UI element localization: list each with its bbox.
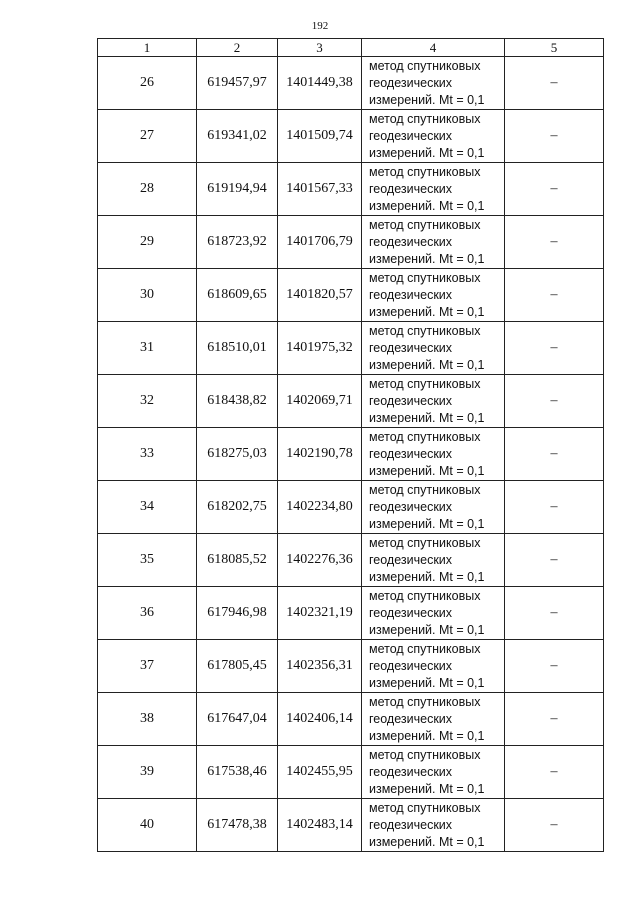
table-row	[98, 375, 604, 428]
table-row	[98, 110, 604, 163]
header-row	[98, 39, 604, 57]
method-line: метод спутниковых	[369, 694, 481, 709]
point-number-cell: 27	[98, 110, 197, 163]
note-cell: –	[505, 269, 604, 322]
point-number-cell: 31	[98, 322, 197, 375]
header-col-2: 2	[197, 39, 278, 57]
point-number-cell: 29	[98, 216, 197, 269]
point-number-cell: 40	[98, 799, 197, 852]
point-number-cell: 26	[98, 57, 197, 110]
method-line: геодезических	[369, 446, 453, 461]
table-row	[98, 269, 604, 322]
y-coordinate-cell: 1402190,78	[278, 428, 362, 481]
point-number-cell: 38	[98, 693, 197, 746]
method-line: измерений. Mt = 0,1	[369, 622, 485, 637]
method-cell	[362, 57, 505, 110]
x-coordinate-cell: 618723,92	[197, 216, 278, 269]
y-coordinate-cell: 1402455,95	[278, 746, 362, 799]
note-cell: –	[505, 799, 604, 852]
x-coordinate-cell: 619341,02	[197, 110, 278, 163]
y-coordinate-cell: 1402069,71	[278, 375, 362, 428]
table-row	[98, 481, 604, 534]
note-cell: –	[505, 481, 604, 534]
method-cell	[362, 110, 505, 163]
method-line: геодезических	[369, 75, 453, 90]
table-row	[98, 746, 604, 799]
note-cell: –	[505, 534, 604, 587]
method-line: измерений. Mt = 0,1	[369, 198, 485, 213]
point-number-cell: 30	[98, 269, 197, 322]
x-coordinate-cell: 618275,03	[197, 428, 278, 481]
point-number-cell: 37	[98, 640, 197, 693]
table-row	[98, 534, 604, 587]
x-coordinate-cell: 619194,94	[197, 163, 278, 216]
method-line: измерений. Mt = 0,1	[369, 357, 485, 372]
method-line: метод спутниковых	[369, 111, 481, 126]
method-line: геодезических	[369, 128, 453, 143]
method-line: геодезических	[369, 711, 453, 726]
method-line: измерений. Mt = 0,1	[369, 145, 485, 160]
method-line: измерений. Mt = 0,1	[369, 304, 485, 319]
note-cell: –	[505, 110, 604, 163]
method-line: геодезических	[369, 764, 453, 779]
method-line: геодезических	[369, 340, 453, 355]
note-cell: –	[505, 57, 604, 110]
x-coordinate-cell: 617478,38	[197, 799, 278, 852]
note-cell: –	[505, 587, 604, 640]
note-cell: –	[505, 375, 604, 428]
method-line: метод спутниковых	[369, 58, 481, 73]
x-coordinate-cell: 618202,75	[197, 481, 278, 534]
note-cell: –	[505, 163, 604, 216]
method-line: метод спутниковых	[369, 641, 481, 656]
x-coordinate-cell: 617946,98	[197, 587, 278, 640]
x-coordinate-cell: 618438,82	[197, 375, 278, 428]
table-row	[98, 587, 604, 640]
method-line: геодезических	[369, 181, 453, 196]
method-cell	[362, 746, 505, 799]
table-row	[98, 57, 604, 110]
table-row	[98, 216, 604, 269]
note-cell: –	[505, 746, 604, 799]
header-col-4: 4	[362, 39, 505, 57]
method-cell	[362, 587, 505, 640]
method-cell	[362, 799, 505, 852]
method-line: метод спутниковых	[369, 800, 481, 815]
method-line: метод спутниковых	[369, 217, 481, 232]
method-line: геодезических	[369, 605, 453, 620]
method-line: метод спутниковых	[369, 588, 481, 603]
coordinates-table	[97, 38, 604, 852]
method-cell	[362, 269, 505, 322]
x-coordinate-cell: 617647,04	[197, 693, 278, 746]
x-coordinate-cell: 617538,46	[197, 746, 278, 799]
method-line: метод спутниковых	[369, 323, 481, 338]
note-cell: –	[505, 693, 604, 746]
method-cell	[362, 481, 505, 534]
method-line: метод спутниковых	[369, 164, 481, 179]
point-number-cell: 35	[98, 534, 197, 587]
method-line: метод спутниковых	[369, 747, 481, 762]
x-coordinate-cell: 619457,97	[197, 57, 278, 110]
method-line: метод спутниковых	[369, 376, 481, 391]
method-line: геодезических	[369, 393, 453, 408]
method-line: геодезических	[369, 287, 453, 302]
y-coordinate-cell: 1402483,14	[278, 799, 362, 852]
y-coordinate-cell: 1402321,19	[278, 587, 362, 640]
method-cell	[362, 534, 505, 587]
method-line: геодезических	[369, 658, 453, 673]
table-row	[98, 163, 604, 216]
method-line: измерений. Mt = 0,1	[369, 834, 485, 849]
table-row	[98, 322, 604, 375]
method-line: измерений. Mt = 0,1	[369, 728, 485, 743]
method-cell	[362, 693, 505, 746]
table-row	[98, 693, 604, 746]
header-col-5: 5	[505, 39, 604, 57]
method-cell	[362, 375, 505, 428]
table-row	[98, 640, 604, 693]
point-number-cell: 39	[98, 746, 197, 799]
method-line: измерений. Mt = 0,1	[369, 516, 485, 531]
method-line: измерений. Mt = 0,1	[369, 463, 485, 478]
y-coordinate-cell: 1401706,79	[278, 216, 362, 269]
y-coordinate-cell: 1401449,38	[278, 57, 362, 110]
point-number-cell: 28	[98, 163, 197, 216]
x-coordinate-cell: 617805,45	[197, 640, 278, 693]
method-line: измерений. Mt = 0,1	[369, 251, 485, 266]
method-line: измерений. Mt = 0,1	[369, 410, 485, 425]
point-number-cell: 32	[98, 375, 197, 428]
method-line: измерений. Mt = 0,1	[369, 92, 485, 107]
method-line: геодезических	[369, 552, 453, 567]
method-cell	[362, 216, 505, 269]
method-line: измерений. Mt = 0,1	[369, 781, 485, 796]
y-coordinate-cell: 1402356,31	[278, 640, 362, 693]
note-cell: –	[505, 216, 604, 269]
method-cell	[362, 163, 505, 216]
x-coordinate-cell: 618085,52	[197, 534, 278, 587]
y-coordinate-cell: 1401975,32	[278, 322, 362, 375]
y-coordinate-cell: 1402276,36	[278, 534, 362, 587]
x-coordinate-cell: 618510,01	[197, 322, 278, 375]
y-coordinate-cell: 1401509,74	[278, 110, 362, 163]
x-coordinate-cell: 618609,65	[197, 269, 278, 322]
note-cell: –	[505, 322, 604, 375]
y-coordinate-cell: 1402234,80	[278, 481, 362, 534]
header-col-1: 1	[98, 39, 197, 57]
y-coordinate-cell: 1402406,14	[278, 693, 362, 746]
point-number-cell: 36	[98, 587, 197, 640]
method-cell	[362, 428, 505, 481]
point-number-cell: 33	[98, 428, 197, 481]
method-line: геодезических	[369, 234, 453, 249]
method-line: геодезических	[369, 499, 453, 514]
header-col-3: 3	[278, 39, 362, 57]
method-line: метод спутниковых	[369, 535, 481, 550]
method-line: метод спутниковых	[369, 270, 481, 285]
method-cell	[362, 640, 505, 693]
note-cell: –	[505, 428, 604, 481]
method-line: измерений. Mt = 0,1	[369, 675, 485, 690]
method-line: геодезических	[369, 817, 453, 832]
y-coordinate-cell: 1401567,33	[278, 163, 362, 216]
point-number-cell: 34	[98, 481, 197, 534]
method-line: метод спутниковых	[369, 429, 481, 444]
method-line: метод спутниковых	[369, 482, 481, 497]
note-cell: –	[505, 640, 604, 693]
table-row	[98, 428, 604, 481]
page-number: 192	[311, 20, 329, 32]
table-row	[98, 799, 604, 852]
y-coordinate-cell: 1401820,57	[278, 269, 362, 322]
method-line: измерений. Mt = 0,1	[369, 569, 485, 584]
method-cell	[362, 322, 505, 375]
